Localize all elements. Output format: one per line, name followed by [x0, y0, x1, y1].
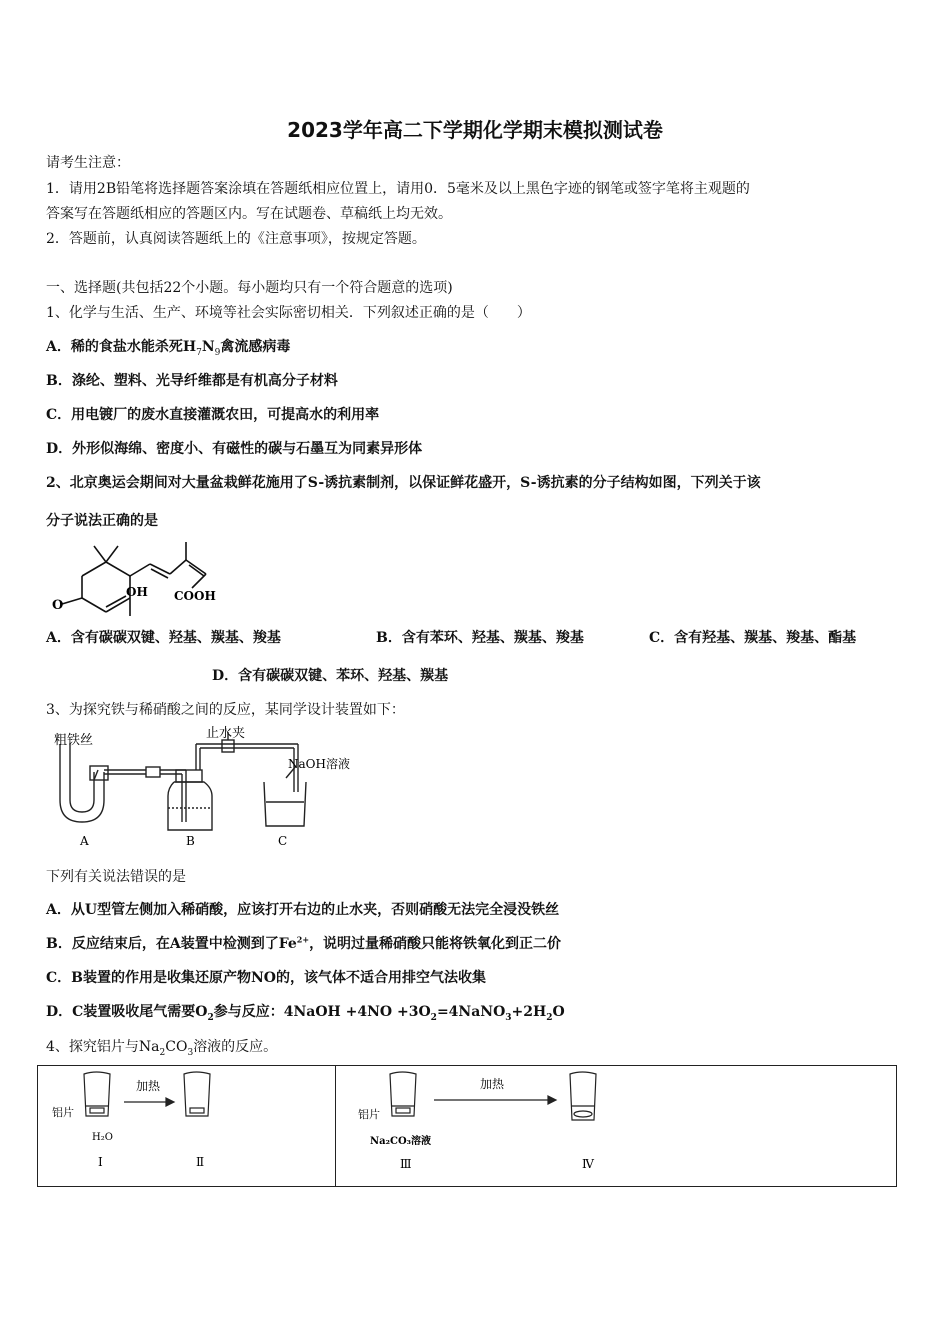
molecule-structure [46, 538, 236, 618]
q3-d-sub4: 2 [546, 1012, 553, 1023]
label-apparatus-a: A [80, 834, 89, 848]
q3-option-a: A．从U型管左侧加入稀硝酸，应该打开右边的止水夹，否则硝酸无法完全浸没铁丝 [46, 902, 560, 918]
q1-stem: 1、化学与生活、生产、环境等社会实际密切相关．下列叙述正确的是（ ） [46, 305, 531, 321]
al-label-2: 铝片 [358, 1108, 380, 1121]
label-apparatus-c: C [278, 834, 288, 848]
q2-stem-a: 2、北京奥运会期间对大量盆栽鲜花施用了S-诱抗素制剂，以保证鲜花盛开，S-诱抗素的分子结构如图，下列关于该 [46, 475, 761, 491]
q3-d-mid2: =4NaNO [436, 1004, 506, 1020]
section-heading: 一、选择题(共包括22个小题。每小题均只有一个符合题意的选项) [46, 280, 453, 296]
notice-line1b: 答案写在答题纸相应的答题区内。写在试题卷、草稿纸上均无效。 [46, 206, 452, 222]
q1-a-hsub: 7 [196, 347, 202, 358]
roman-4: Ⅳ [582, 1157, 594, 1171]
label-water-clip: 止水夹 [206, 726, 246, 741]
carboxyl-label: COOH [174, 589, 216, 603]
page-title: 2023学年高二下学期化学期末模拟测试卷 [287, 118, 663, 142]
notice-line2: 2．答题前，认真阅读答题纸上的《注意事项》，按规定答题。 [46, 231, 426, 247]
q4-stem-co: CO [165, 1039, 188, 1055]
q4-stem-pre: 4、探究铝片与Na [46, 1039, 160, 1055]
q3-prompt: 下列有关说法错误的是 [46, 869, 186, 885]
label-naoh: NaOH溶液 [288, 757, 350, 771]
q3-d-post: +2H [511, 1004, 547, 1020]
label-iron-wire: 粗铁丝 [54, 733, 94, 748]
roman-1: Ⅰ [98, 1155, 103, 1169]
apparatus-diagram [46, 722, 366, 852]
na2co3-label: Na₂CO₃溶液 [370, 1136, 432, 1147]
q4-stem-post: 溶液的反应。 [193, 1039, 278, 1055]
q1-option-c: C．用电镀厂的废水直接灌溉农田，可提高水的利用率 [46, 407, 380, 423]
q1-option-a [46, 336, 290, 358]
q2-stem-b: 分子说法正确的是 [46, 513, 158, 529]
q3-d-end: O [552, 1004, 565, 1020]
heat-label-1: 加热 [136, 1079, 161, 1093]
q1-a-h: H [182, 339, 197, 355]
q3-b-pre: B．反应结束后，在A装置中检测到了Fe [46, 936, 297, 952]
label-apparatus-b: B [186, 834, 195, 848]
q2-option-d: D．含有碳碳双键、苯环、羟基、羰基 [212, 668, 449, 684]
water-label: H₂O [92, 1132, 113, 1143]
q2-option-c: C．含有羟基、羰基、羧基、酯基 [649, 630, 857, 646]
q3-b-sup: 2+ [296, 934, 310, 945]
q2-option-a: A．含有碳碳双键、羟基、羰基、羧基 [46, 630, 281, 646]
ketone-o-label: O [52, 598, 64, 613]
q4-experiment-diagram [38, 1066, 896, 1186]
q3-d-sub3: 3 [505, 1012, 512, 1023]
q1-a-pre: A．稀的食盐水能杀死 [46, 339, 183, 355]
q4-experiment-table [37, 1065, 897, 1187]
q4-stem [46, 1036, 277, 1058]
q3-stem: 3、为探究铁与稀硝酸之间的反应，某同学设计装置如下： [46, 702, 405, 718]
notice-heading: 请考生注意： [46, 155, 130, 171]
q3-option-b [46, 933, 561, 953]
q4-stem-sub2: 3 [187, 1047, 194, 1058]
roman-2: Ⅱ [196, 1155, 205, 1169]
q4-stem-sub1: 2 [159, 1047, 166, 1058]
q3-option-c: C．B装置的作用是收集还原产物NO的，该气体不适合用排空气法收集 [46, 970, 486, 986]
q1-option-d: D．外形似海绵、密度小、有磁性的碳与石墨互为同素异形体 [46, 441, 423, 457]
q1-a-n: N [201, 339, 215, 355]
q3-d-mid: 参与反应：4NaOH +4NO +3O [213, 1004, 431, 1020]
q1-a-post: 禽流感病毒 [220, 339, 291, 355]
hydroxyl-label: OH [126, 585, 148, 599]
q3-d-sub1: 2 [207, 1012, 214, 1023]
q1-a-nsub: 9 [214, 347, 221, 358]
q3-option-d [46, 1001, 565, 1023]
q2-option-b: B．含有苯环、羟基、羰基、羧基 [376, 630, 584, 646]
q3-d-pre: D．C装置吸收尾气需要O [46, 1004, 208, 1020]
q3-d-sub2: 2 [430, 1012, 437, 1023]
heat-label-2: 加热 [480, 1077, 505, 1091]
notice-line1a: 1．请用2B铅笔将选择题答案涂填在答题纸相应位置上，请用0．5毫米及以上黑色字迹的钢笔或签字笔将主观题的 [46, 181, 750, 197]
q3-b-post: ，说明过量稀硝酸只能将铁氧化到正二价 [309, 936, 562, 952]
roman-3: Ⅲ [400, 1157, 412, 1171]
q1-option-b: B．涤纶、塑料、光导纤维都是有机高分子材料 [46, 373, 338, 389]
al-label-1: 铝片 [52, 1106, 74, 1119]
